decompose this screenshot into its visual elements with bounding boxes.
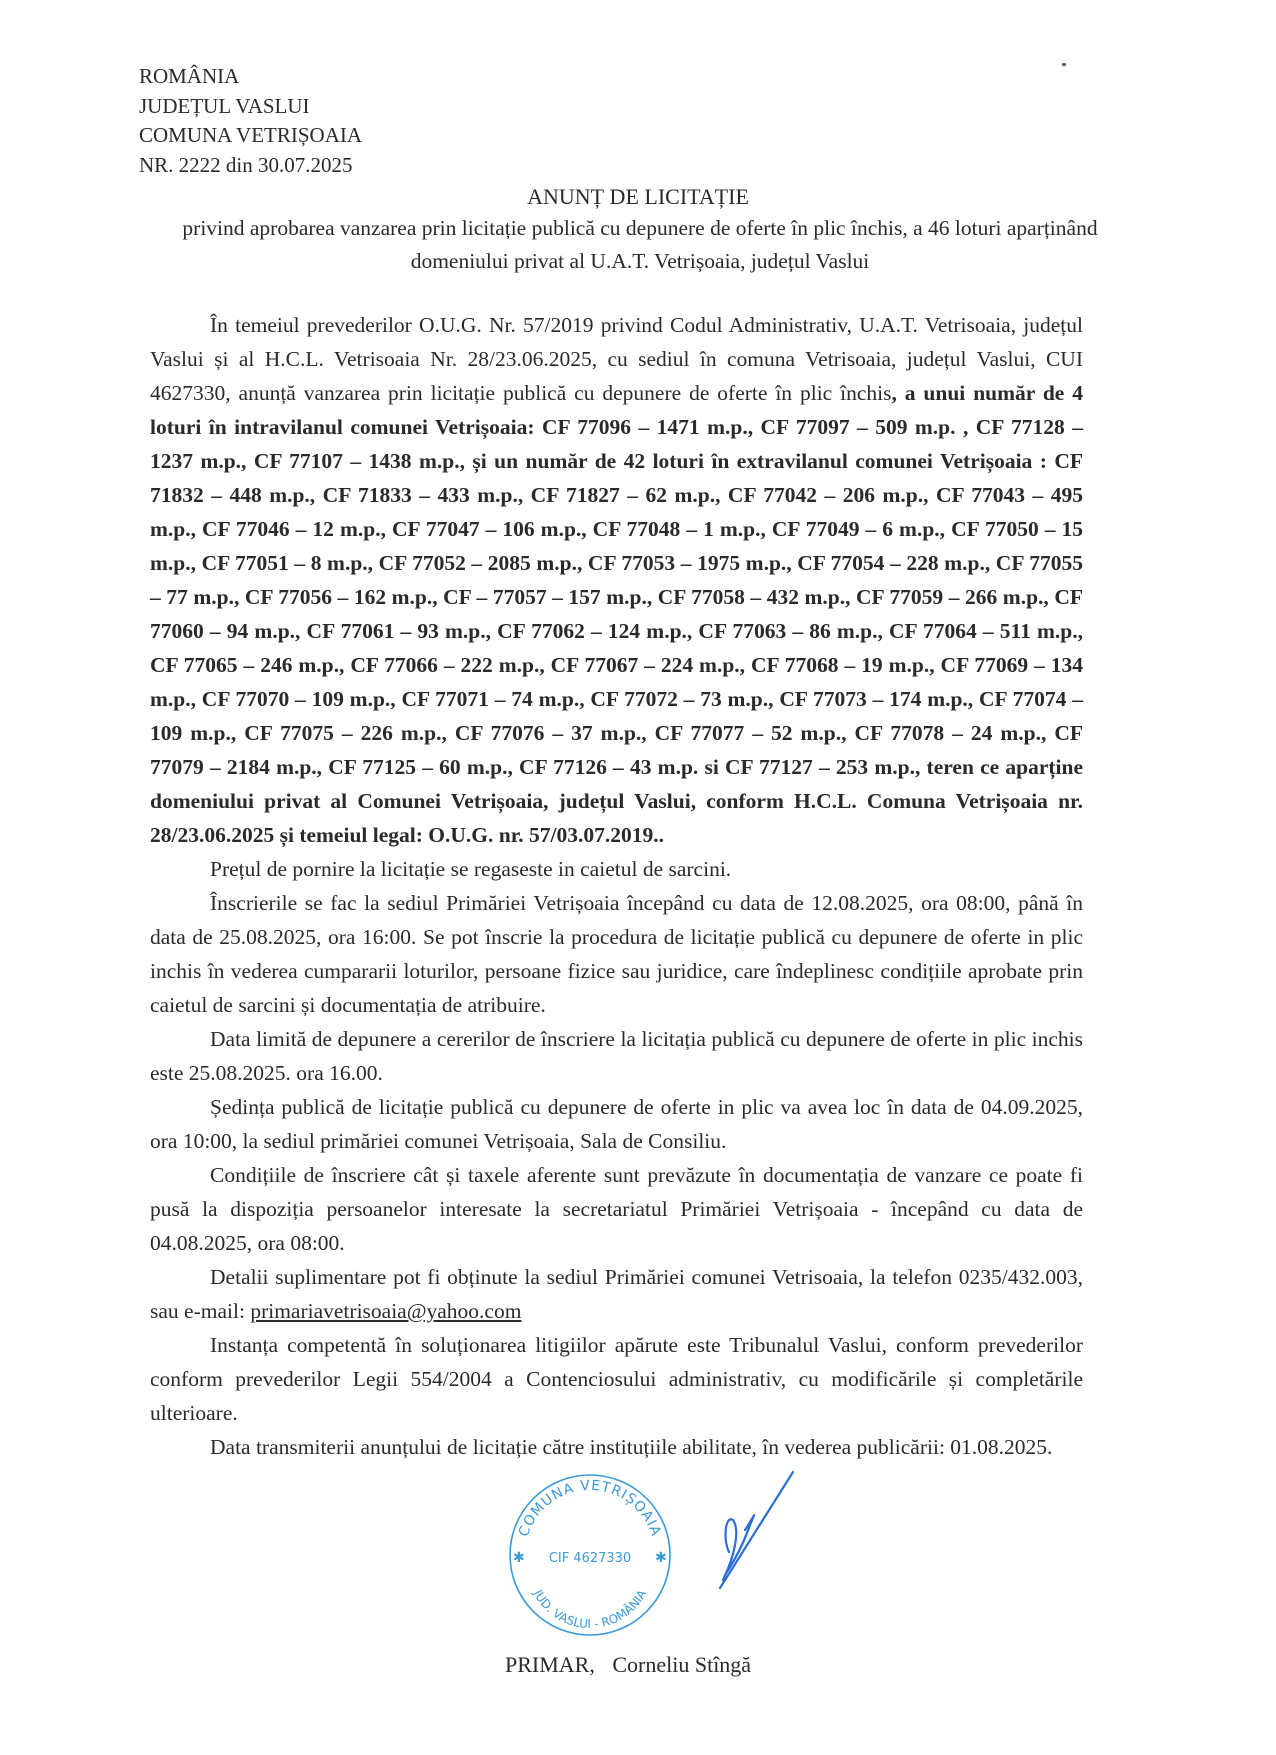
svg-text:COMUNA VETRIȘOAIA (516, 1478, 664, 1539)
intro-text: În temeiul prevederilor O.U.G. Nr. 57/2019 privind Codul Administrativ, U.A.T. Vetrisoaia, județul Vaslui și al H.C.L. Vetrisoaia Nr. 28/23.06.2025, cu sediul în comuna Vetrisoaia, județul Vaslui, CUI 4627330, anunță vanzarea prin licitație publică cu depunere de oferte în plic închis (150, 313, 1083, 405)
paragraph-contact (150, 1260, 1083, 1328)
handwritten-signature (695, 1470, 795, 1600)
contact-text: Detalii suplimentare pot fi obținute la sediul Primăriei comunei Vetrisoaia, la telefon 0235/432.003, sau e-mail: (150, 1265, 1083, 1323)
paragraph-registration: Înscrierile se fac la sediul Primăriei Vetrișoaia începând cu data de 12.08.2025, ora 08:00, până în data de 25.08.2025, ora 16:00. Se pot înscrie la procedura de licitație publică cu depunere de oferte in plic inchis în vederea cumpararii loturilor, persoane fizice sau juridice, care îndeplinesc condițiile aprobate prin caietul de sarcini și documentația de atribuire. (150, 891, 1083, 1017)
header-commune: COMUNA VETRIȘOAIA (139, 123, 363, 147)
document-title: ANUNȚ DE LICITAȚIE (527, 184, 749, 209)
document-body (150, 308, 1083, 1464)
paragraph-court: Instanța competentă în soluționarea litigiilor apărute este Tribunalul Vaslui, conform prevederilor conform prevederilor Legii 554/2004 a Contenciosului administrativ, cu modificările și completările ulterioare. (150, 1333, 1083, 1425)
header-country: ROMÂNIA (139, 64, 240, 88)
header-county: JUDEȚUL VASLUI (139, 93, 310, 118)
signatory-role: PRIMAR, (505, 1652, 595, 1677)
email-link[interactable]: primariavetrisoaia@yahoo.com (250, 1299, 522, 1323)
stamp-star-icon: ✱ (655, 1551, 667, 1566)
signature-block (505, 1648, 763, 1681)
lots-list: , a unui număr de 4 loturi în intravilanul comunei Vetrișoaia: CF 77096 – 1471 m.p., CF 77097 – 509 m.p. , CF 77128 – 1237 m.p., CF 77107 – 1438 m.p., și un număr de 42 loturi în extravilanul comunei Vetrișoaia : CF 71832 – 448 m.p., CF 71833 – 433 m.p., CF 71827 – 62 m.p., CF 77042 – 206 m.p., CF 77043 – 495 m.p., CF 77046 – 12 m.p., CF 77047 – 106 m.p., CF 77048 – 1 m.p., CF 77049 – 6 m.p., CF 77050 – 15 m.p., CF 77051 – 8 m.p., CF 77052 – 2085 m.p., CF 77053 – 1975 m.p., CF 77054 – 228 m.p., CF 77055 – 77 m.p., CF 77056 – 162 m.p., CF – 77057 – 157 m.p., CF 77058 – 432 m.p., CF 77059 – 266 m.p., CF 77060 – 94 m.p., CF 77061 – 93 m.p., CF 77062 – 124 m.p., CF 77063 – 86 m.p., CF 77064 – 511 m.p., CF 77065 – 246 m.p., CF 77066 – 222 m.p., CF 77067 – 224 m.p., CF 77068 – 19 m.p., CF 77069 – 134 m.p., CF 77070 – 109 m.p., CF 77071 – 74 m.p., CF 77072 – 73 m.p., CF 77073 – 174 m.p., CF 77074 – 109 m.p., CF 77075 – 226 m.p., CF 77076 – 37 m.p., CF 77077 – 52 m.p., CF 77078 – 24 m.p., CF 77079 – 2184 m.p., CF 77125 – 60 m.p., CF 77126 – 43 m.p. si CF 77127 – 253 m.p., teren ce aparține domeniului privat al Comunei Vetrișoaia, județul Vaslui, conform H.C.L. Comuna Vetrișoaia nr. 28/23.06.2025 și temeiul legal: O.U.G. nr. 57/03.07.2019.. (150, 381, 1084, 847)
signatory-name: Corneliu Stîngă (612, 1652, 752, 1677)
document-subtitle: privind aprobarea vanzarea prin licitație publică cu depunere de oferte în plic închis, a 46 loturi aparținând domeniului privat al U.A.T. Vetrișoaia, județul Vaslui (182, 216, 1098, 273)
svg-text:JUD. VASLUI - ROMÂNIA (530, 1587, 649, 1631)
stamp-top-text: COMUNA VETRIȘOAIA (515, 1477, 665, 1539)
document-header (139, 62, 1276, 180)
signature-area (505, 1470, 805, 1677)
header-registration: NR. 2222 din 30.07.2025 (139, 152, 353, 177)
stamp-star-icon: ✱ (513, 1551, 525, 1566)
paragraph-session: Ședința publică de licitație publică cu depunere de oferte in plic va avea loc în data de 04.09.2025, ora 10:00, la sediul primăriei comunei Vetrișoaia, Sala de Consiliu. (150, 1095, 1083, 1153)
scan-speck (1062, 63, 1066, 66)
paragraph-starting-price: Prețul de pornire la licitație se regaseste in caietul de sarcini. (210, 857, 732, 881)
paragraph-conditions: Condițiile de înscriere cât și taxele aferente sunt prevăzute în documentația de vanzare ce poate fi pusă la dispoziția persoanelor interesate la secretariatul Primăriei Vetrișoaia - începând cu data de 04.08.2025, ora 08:00. (150, 1163, 1083, 1255)
stamp-bottom-text: JUD. VASLUI - ROMÂNIA (530, 1587, 650, 1632)
paragraph-deadline: Data limită de depunere a cererilor de înscriere la licitația publică cu depunere de oferte in plic inchis este 25.08.2025. ora 16.00. (150, 1027, 1083, 1085)
official-stamp (505, 1470, 675, 1640)
stamp-center-text: CIF 4627330 (548, 1551, 632, 1566)
intro-paragraph (150, 308, 1083, 852)
paragraph-transmission: Data transmiterii anunțului de licitație către instituțiile abilitate, în vederea publicării: 01.08.2025. (210, 1435, 1053, 1459)
